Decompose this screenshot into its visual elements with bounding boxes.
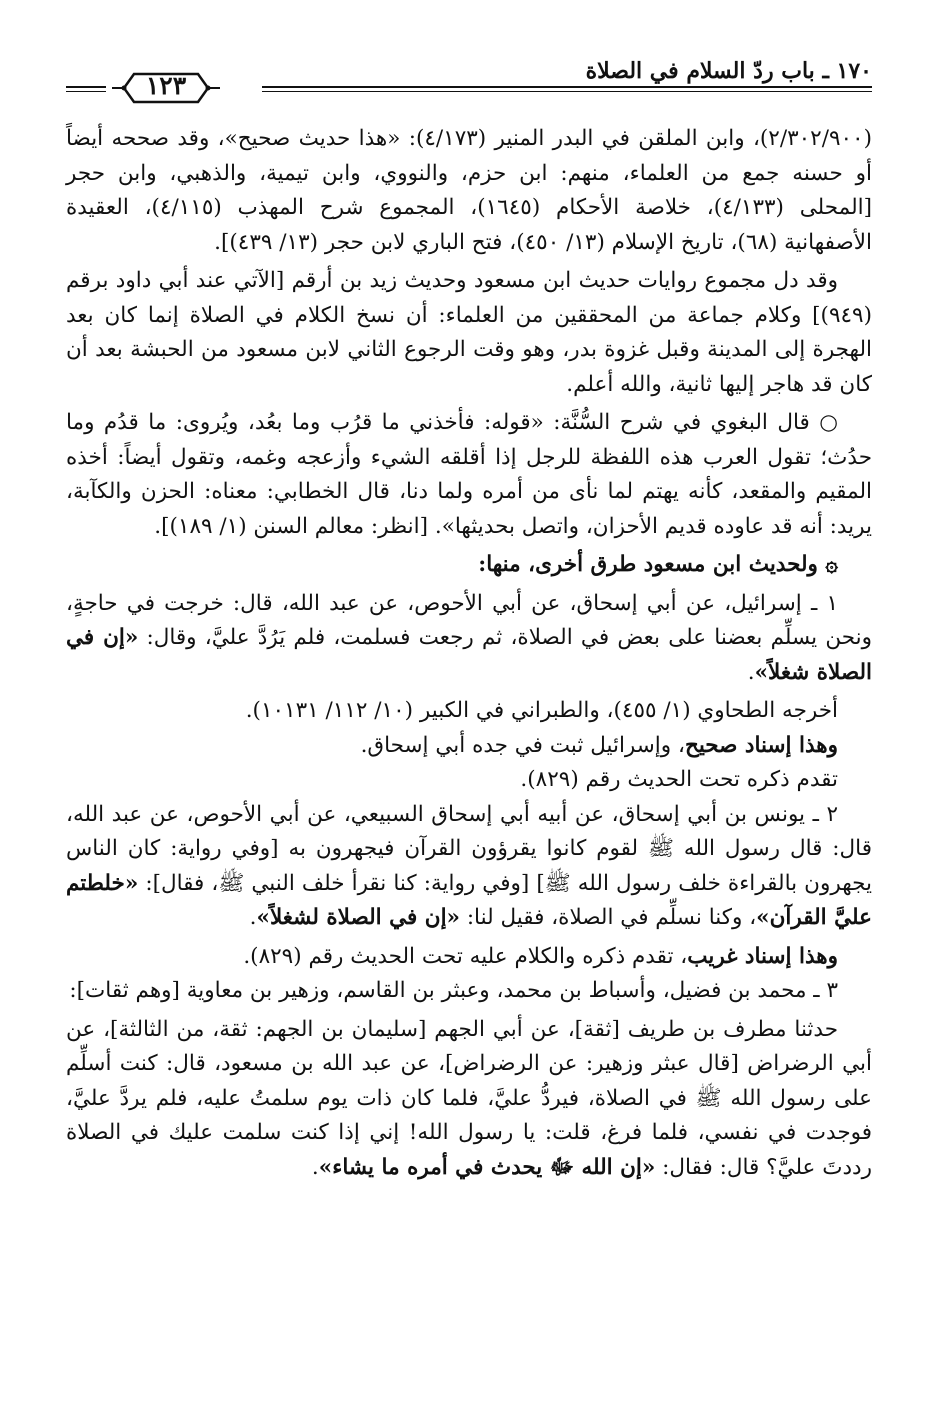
- route-2-end: .: [249, 905, 257, 930]
- paragraph-baghawi: ○ قال البغوي في شرح السُّنَّة: «قوله: فأخذني ما قرُب وما بعُد، ويُروى: ما قدُم وما حدُث؛ تقول العرب هذه اللفظة للرجل إذا أقلقه الشيء وأزعجه وغمه، وتقول أيضاً: أخذه المقيم والمقعد، كأنه يهتم لما نأى من أمره ولما دنا، قال الخطابي: معناه: الحزن والكآبة، يريد: أنه قد عاوده قديم الأحزان، واتصل بحديثها». [انظر: معالم السنن (١/ ١٨٩)].: [66, 410, 872, 539]
- page-number-ornament: [110, 68, 222, 108]
- header-rule-left: [66, 86, 106, 88]
- route-2-text: ٢ ـ يونس بن أبي إسحاق، عن أبيه أبي إسحاق السبيعي، عن أبي الأحوص، عن عبد الله، قال: قال رسول الله ﷺ لقوم كانوا يقرؤون القرآن فيجهرون به [وفي رواية: كان الناس يجهرون بالقراءة خلف رسول الله ﷺ] [وفي رواية: كنا نقرأ خلف النبي ﷺ، فقال]:: [66, 801, 872, 896]
- grading-text: ، وإسرائيل ثبت في جده أبي إسحاق.: [360, 732, 685, 758]
- paragraph-takhrij: أخرجه الطحاوي (١/ ٤٥٥)، والطبراني في الكبير (١٠/ ١١٢/ ١٠١٣١).: [245, 698, 838, 723]
- page-body: [66, 122, 872, 1189]
- paragraph-route-1: [66, 587, 872, 691]
- route-3-end: .: [311, 1154, 319, 1180]
- paragraph-route-3: ٣ ـ محمد بن فضيل، وأسباط بن محمد، وعبثر بن القاسم، وزهير بن معاوية [وهم ثقات]:: [69, 978, 838, 1003]
- running-title: ١٧٠ ـ باب ردّ السلام في الصلاة: [585, 58, 872, 84]
- grading-text: ، تقدم ذكره والكلام عليه تحت الحديث رقم (٨٢٩).: [243, 943, 688, 969]
- route-1-text: ١ ـ إسرائيل، عن أبي إسحاق، عن أبي الأحوص، عن عبد الله، قال: خرجت في حاجةٍ، ونحن يسلِّم بعضنا على بعض في الصلاة، ثم رجعت فسلمت، فلم يَرُدَّ عليَّ، وقال:: [66, 590, 872, 650]
- paragraph-cross-reference: تقدم ذكره تحت الحديث رقم (٨٢٩).: [520, 767, 838, 792]
- header-rule-left-thin: [66, 91, 106, 92]
- route-3-text: حدثنا مطرف بن طريف [ثقة]، عن أبي الجهم [سليمان بن الجهم: ثقة، من الثالثة]، عن أبي الرضراض [قال عبثر وزهير: عن الرضراض]، عن عبد الله بن مسعود، قال: كنت أسلِّم على رسول الله ﷺ في الصلاة، فيردُّ عليَّ، فلما كان ذات يوم سلمتُ عليه، فلم يردَّ عليَّ، فوجدت في نفسي، فلما فرغ، قلت: يا رسول الله! إني إذا كنت سلمت عليك في الصلاة رددتَ عليَّ؟ قال: فقال:: [66, 1016, 872, 1180]
- page-header: [66, 56, 872, 106]
- header-rule: [262, 86, 872, 88]
- hadith-quote: «إن في الصلاة شغلاً»: [66, 625, 872, 685]
- paragraph-grading: [66, 729, 872, 764]
- route-2-text-mid: ، وكنا نسلِّم في الصلاة، فقيل لنا:: [459, 905, 757, 930]
- route-1-end: .: [747, 659, 755, 685]
- grading-label: وهذا إسناد غريب: [687, 943, 838, 969]
- paragraph-sources: (٢/٣٠٢/٩٠٠)، وابن الملقن في البدر المنير (٤/١٧٣): «هذا حديث صحيح»، وقد صححه أيضاً أو حسنه جمع من العلماء، منهم: ابن حزم، والنووي، وابن تيمية، والذهبي، وابن حجر [المحلى (٤/١٣٣)، خلاصة الأحكام (١٦٤٥)، المجموع شرح المهذب (٤/١١٥)، العقيدة الأصفهانية (٦٨)، تاريخ الإسلام (١٣/ ٤٥٠)، فتح الباري لابن حجر (١٣/ ٤٣٩)].: [66, 126, 872, 255]
- page-number: ١٢٣: [145, 71, 187, 100]
- paragraph-grading-2: [66, 940, 872, 975]
- hadith-quote: «إن في الصلاة لشغلاً»: [256, 905, 460, 930]
- header-rule-thin: [262, 91, 872, 92]
- hadith-quote: «خلطتم عليَّ القرآن»: [66, 870, 872, 930]
- hadith-quote: «إن الله ﷻ يحدث في أمره ما يشاء»: [318, 1154, 656, 1180]
- grading-label: وهذا إسناد صحيح: [684, 732, 838, 758]
- paragraph-route-3-text: [66, 1013, 872, 1186]
- paragraph-abrogation: وقد دل مجموع روايات حديث ابن مسعود وحديث زيد بن أرقم [الآتي عند أبي داود برقم (٩٤٩)] وكلام جماعة من المحققين من العلماء: أن نسخ الكلام في الصلاة إنما كان بعد الهجرة إلى المدينة وقبل غزوة بدر، وهو وقت الرجوع الثاني لابن مسعود من الحبشة بعد أن كان قد هاجر إليها ثانية، والله أعلم.: [66, 268, 872, 397]
- paragraph-route-2: [66, 798, 872, 936]
- section-heading: ۞ ولحديث ابن مسعود طرق أخرى، منها:: [478, 552, 838, 577]
